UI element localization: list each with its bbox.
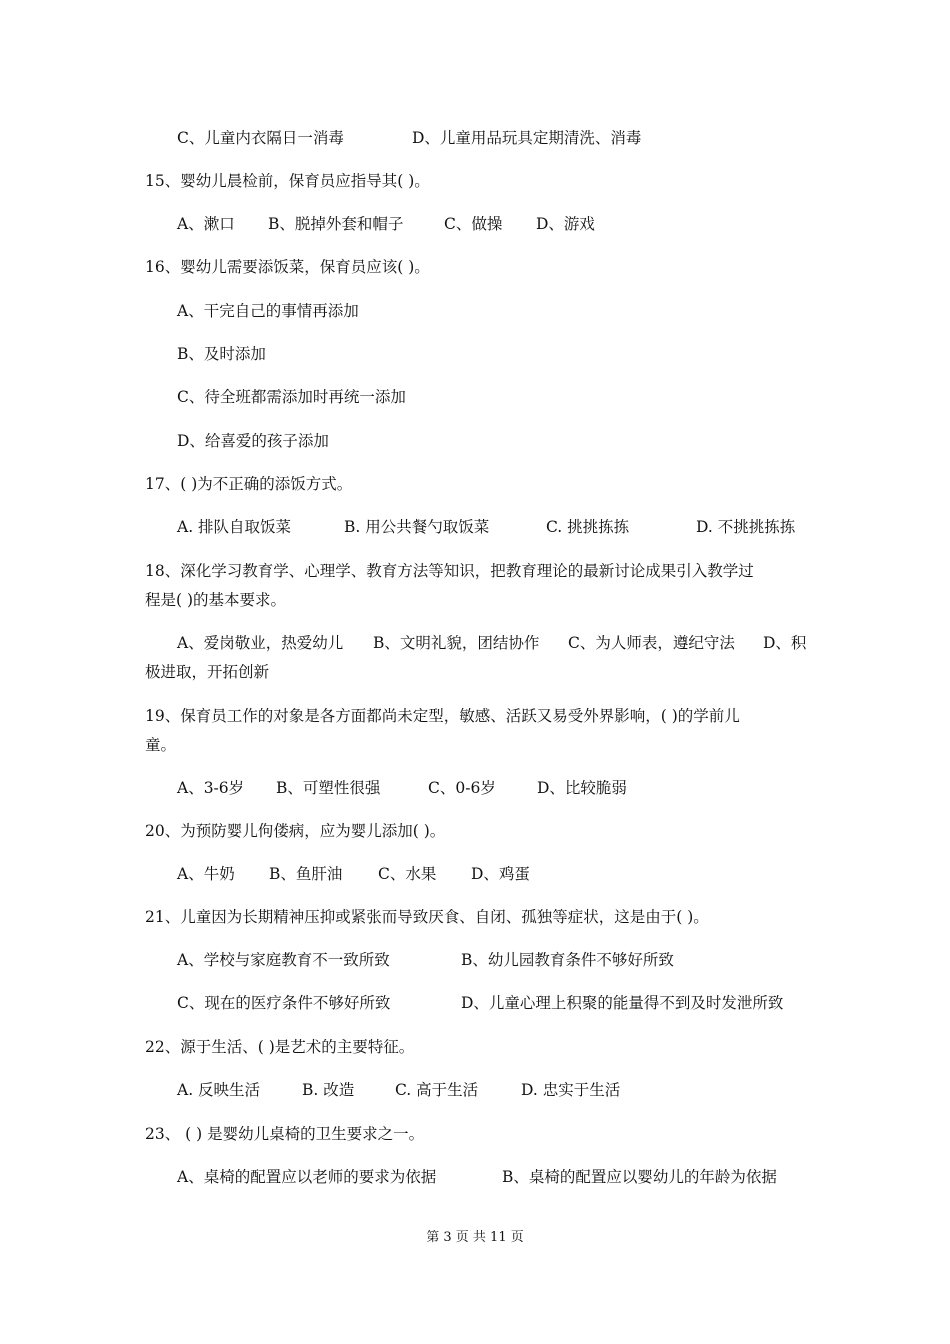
option-text: C、儿童内衣隔日一消毒 <box>177 129 344 147</box>
question-text: 童。 <box>145 736 177 754</box>
option-text: D、鸡蛋 <box>471 865 530 883</box>
option-text: A、3-6岁 <box>177 779 245 797</box>
question-text: 18、深化学习教育学、心理学、教育方法等知识，把教育理论的最新讨论成果引入教学过 <box>145 562 754 580</box>
option-text: A、牛奶 <box>177 865 235 883</box>
page-footer: 第 3 页 共 11 页 <box>426 1230 524 1245</box>
option-text: A、爱岗敬业，热爱幼儿 <box>177 634 344 652</box>
option-text: A、漱口 <box>177 215 235 233</box>
option-text: B、及时添加 <box>177 345 266 363</box>
option-text: D、儿童心理上积聚的能量得不到及时发泄所致 <box>461 994 784 1012</box>
option-text: B、桌椅的配置应以婴幼儿的年龄为依据 <box>502 1168 777 1186</box>
option-text: A. 反映生活 <box>177 1081 261 1099</box>
question-text: 22、源于生活、( )是艺术的主要特征。 <box>145 1038 415 1056</box>
option-text: A、干完自己的事情再添加 <box>177 302 359 320</box>
question-text: 21、儿童因为长期精神压抑或紧张而导致厌食、自闭、孤独等症状，这是由于( )。 <box>145 908 709 926</box>
option-text: C. 高于生活 <box>395 1081 479 1099</box>
option-text: B、幼儿园教育条件不够好所致 <box>461 951 674 969</box>
question-text: 16、婴幼儿需要添饭菜，保育员应该( )。 <box>145 258 430 276</box>
option-text: C、为人师表，遵纪守法 <box>568 634 735 652</box>
question-text: 17、( )为不正确的添饭方式。 <box>145 475 353 493</box>
option-text: A、桌椅的配置应以老师的要求为依据 <box>177 1168 437 1186</box>
question-text: 极进取，开拓创新 <box>145 663 270 681</box>
option-text: A. 排队自取饭菜 <box>177 518 292 536</box>
option-text: D、比较脆弱 <box>537 779 627 797</box>
question-text: 15、婴幼儿晨检前，保育员应指导其( )。 <box>145 172 430 190</box>
option-text: D、游戏 <box>536 215 595 233</box>
question-text: 23、 ( ) 是婴幼儿桌椅的卫生要求之一。 <box>145 1125 425 1143</box>
option-text: D、儿童用品玩具定期清洗、消毒 <box>412 129 642 147</box>
option-text: D、积 <box>763 634 807 652</box>
option-text: B、鱼肝油 <box>269 865 343 883</box>
question-text: 程是( )的基本要求。 <box>145 591 287 609</box>
option-text: B. 改造 <box>302 1081 355 1099</box>
option-text: B、可塑性很强 <box>276 779 381 797</box>
option-text: B、脱掉外套和帽子 <box>268 215 404 233</box>
option-text: B、文明礼貌，团结协作 <box>373 634 540 652</box>
option-text: D. 忠实于生活 <box>521 1081 621 1099</box>
option-text: B. 用公共餐勺取饭菜 <box>344 518 490 536</box>
option-text: C、做操 <box>444 215 503 233</box>
option-text: C、水果 <box>378 865 437 883</box>
option-text: D、给喜爱的孩子添加 <box>177 432 329 450</box>
option-text: D. 不挑挑拣拣 <box>696 518 796 536</box>
question-text: 20、为预防婴儿佝偻病，应为婴儿添加( )。 <box>145 822 446 840</box>
option-text: C、现在的医疗条件不够好所致 <box>177 994 391 1012</box>
option-text: C、0-6岁 <box>428 779 496 797</box>
question-text: 19、保育员工作的对象是各方面都尚未定型，敏感、活跃又易受外界影响，( )的学前儿 <box>145 707 740 725</box>
option-text: A、学校与家庭教育不一致所致 <box>177 951 390 969</box>
option-text: C、待全班都需添加时再统一添加 <box>177 388 406 406</box>
option-text: C. 挑挑拣拣 <box>546 518 630 536</box>
